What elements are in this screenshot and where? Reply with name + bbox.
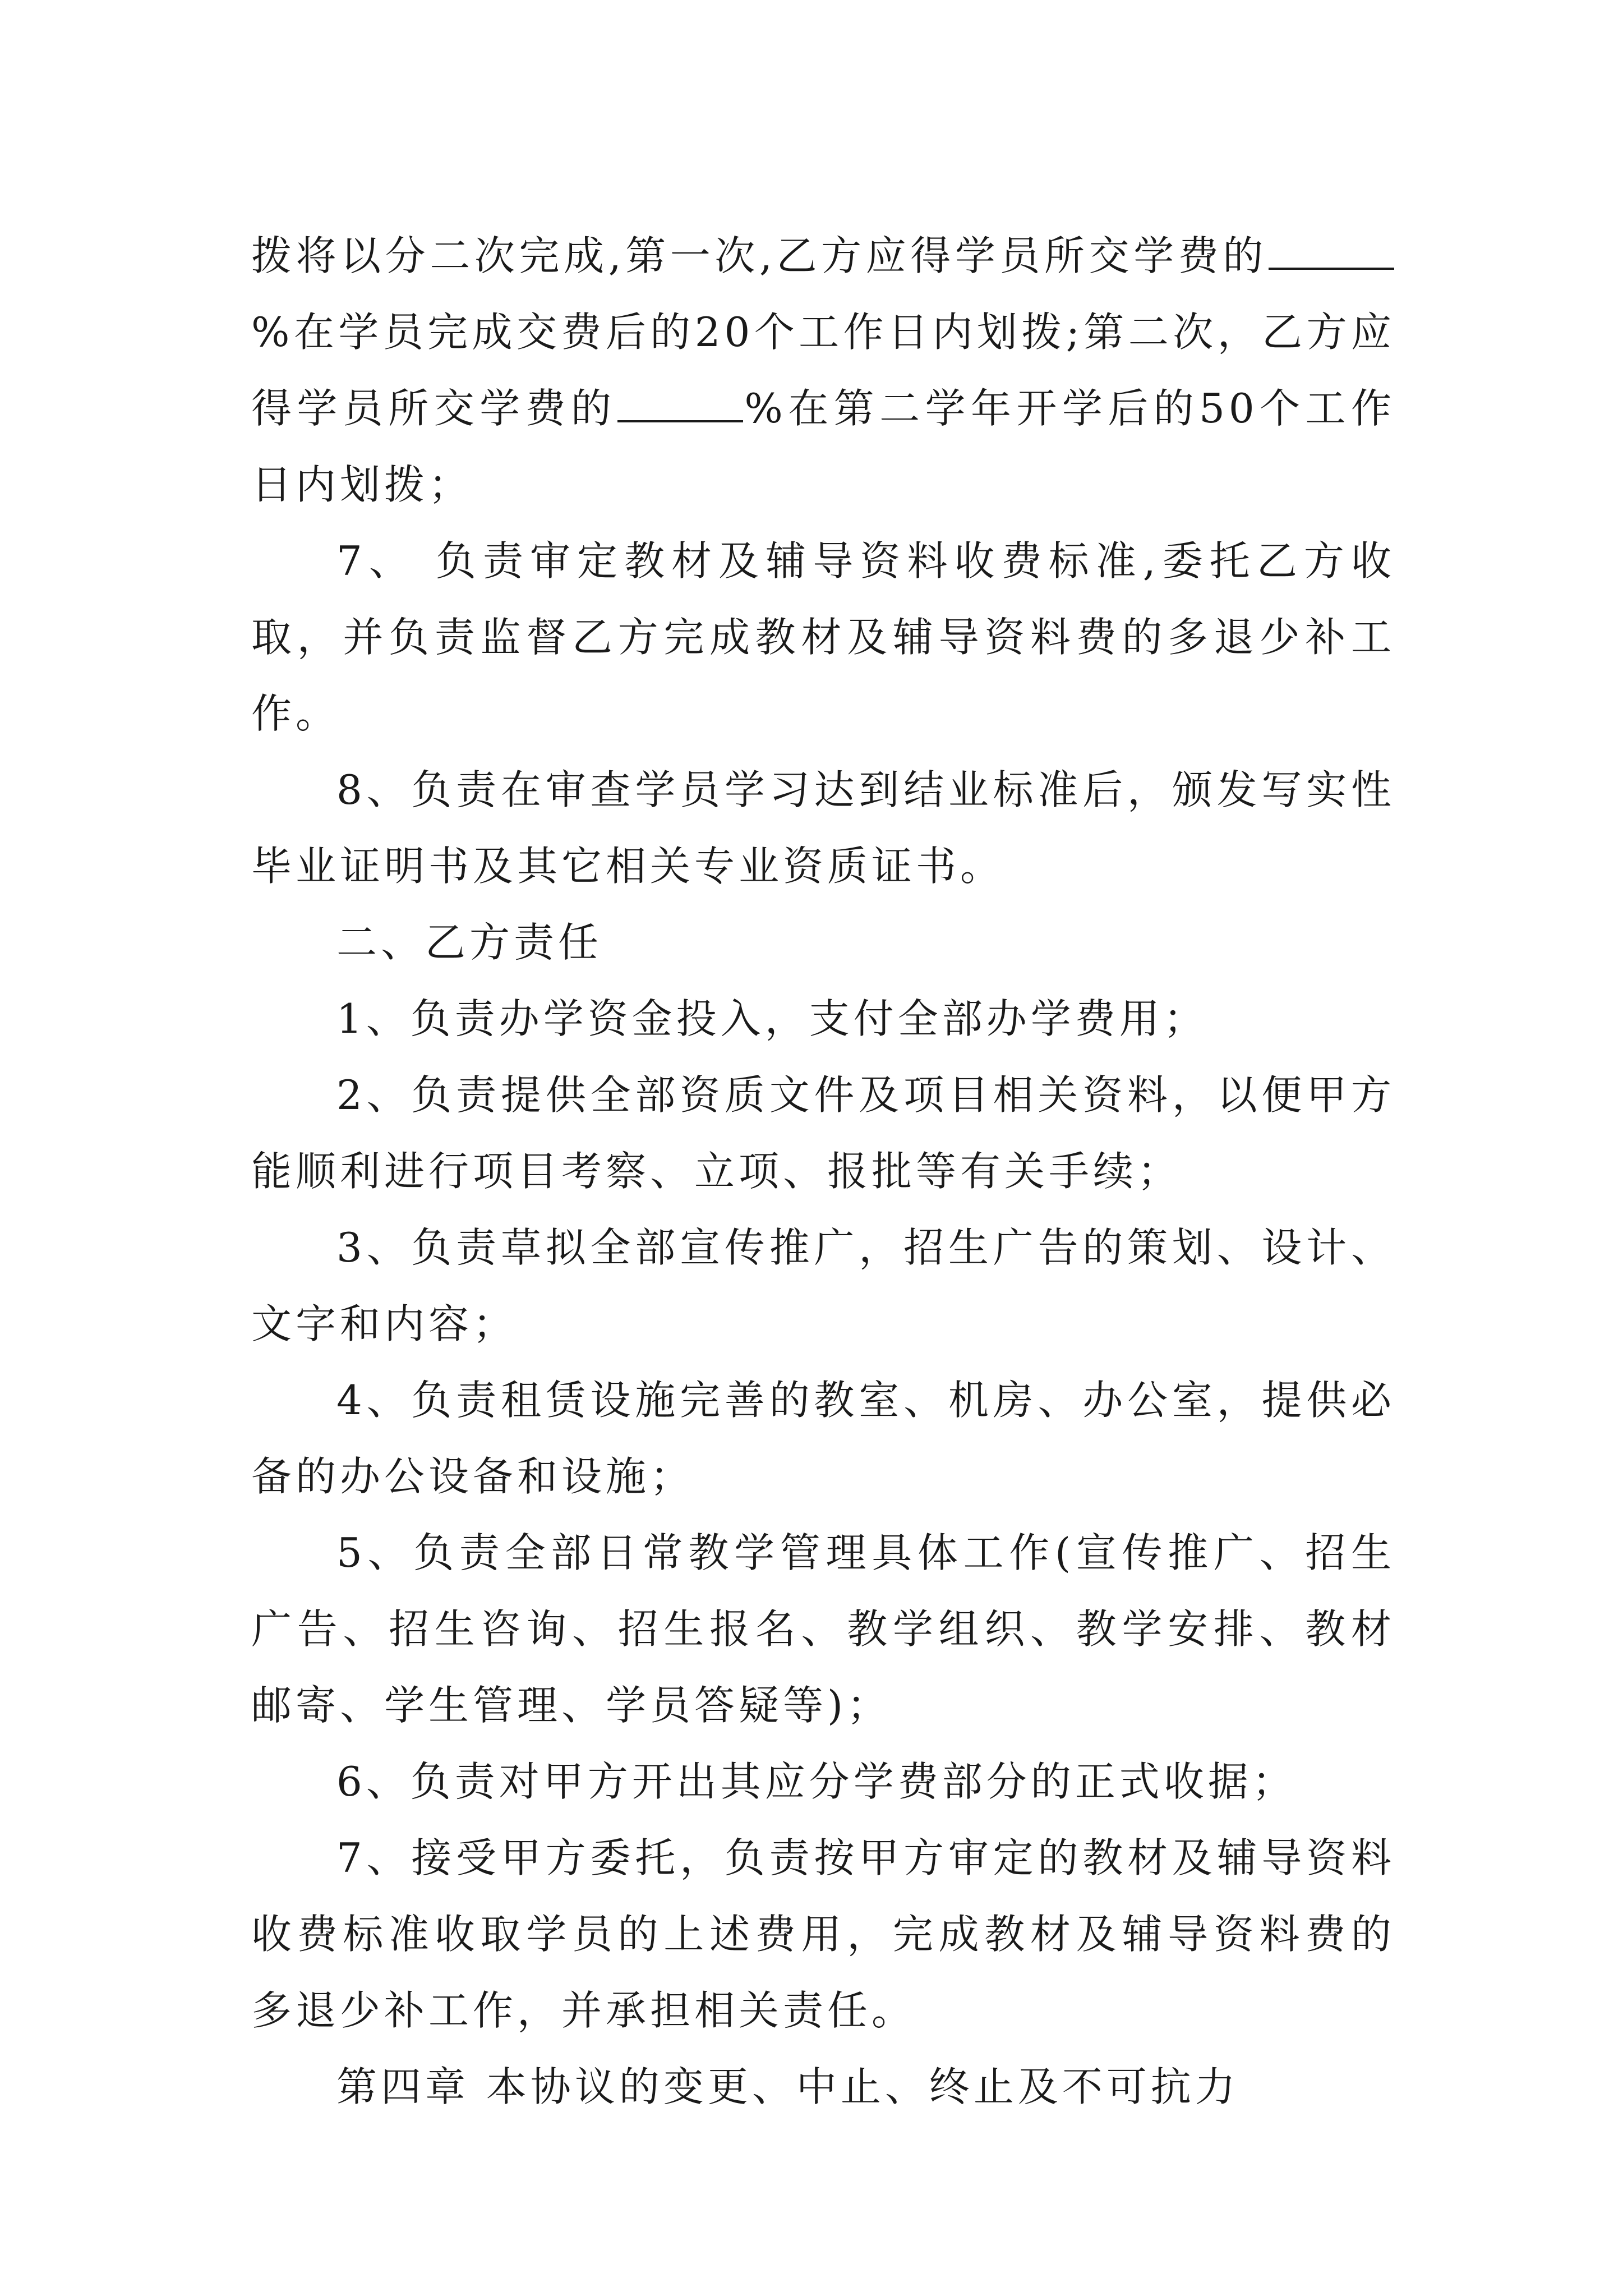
paragraph-fee-allocation (251, 218, 1395, 523)
document-page (251, 218, 1395, 2125)
blank-percent-first (1269, 265, 1394, 270)
paragraph-clause-7-party-a: 7、 负责审定教材及辅导资料收费标准,委托乙方收取，并负责监督乙方完成教材及辅导资料费的多退少补工作。 (251, 537, 1395, 737)
section-heading-party-b: 二、乙方责任 (336, 919, 603, 966)
paragraph-clause-2-party-b: 2、负责提供全部资质文件及项目相关资料，以便甲方能顺利进行项目考察、立项、报批等有关手续； (251, 1071, 1395, 1195)
fee-allocation-part-2: %在学员完成交费后的20个工作日内划拨;第二次，乙方应得学员所交学费的 (251, 309, 1395, 432)
paragraph-clause-7-party-b: 7、接受甲方委托，负责按甲方审定的教材及辅导资料收费标准收取学员的上述费用，完成教材及辅导资料费的多退少补工作，并承担相关责任。 (251, 1834, 1395, 2034)
fee-allocation-part-1: 拨将以分二次完成,第一次,乙方应得学员所交学费的 (251, 232, 1267, 279)
blank-percent-second (617, 418, 743, 422)
paragraph-clause-5-party-b: 5、负责全部日常教学管理具体工作(宣传推广、招生广告、招生咨询、招生报名、教学组织、教学安排、教材邮寄、学生管理、学员答疑等)； (251, 1529, 1395, 1729)
paragraph-clause-4-party-b: 4、负责租赁设施完善的教室、机房、办公室，提供必备的办公设备和设施； (251, 1377, 1395, 1500)
fee-allocation-part-3: %在第二学年开学后的50个工作日内划拨； (251, 385, 1395, 508)
paragraph-clause-6-party-b: 6、负责对甲方开出其应分学费部分的正式收据； (336, 1758, 1297, 1805)
chapter-heading-4: 第四章 本协议的变更、中止、终止及不可抗力 (336, 2063, 1239, 2110)
paragraph-clause-3-party-b: 3、负责草拟全部宣传推广，招生广告的策划、设计、文字和内容； (251, 1224, 1395, 1347)
paragraph-clause-1-party-b: 1、负责办学资金投入，支付全部办学费用； (336, 995, 1208, 1042)
paragraph-clause-8-party-a: 8、负责在审查学员学习达到结业标准后，颁发写实性毕业证明书及其它相关专业资质证书。 (251, 766, 1395, 890)
